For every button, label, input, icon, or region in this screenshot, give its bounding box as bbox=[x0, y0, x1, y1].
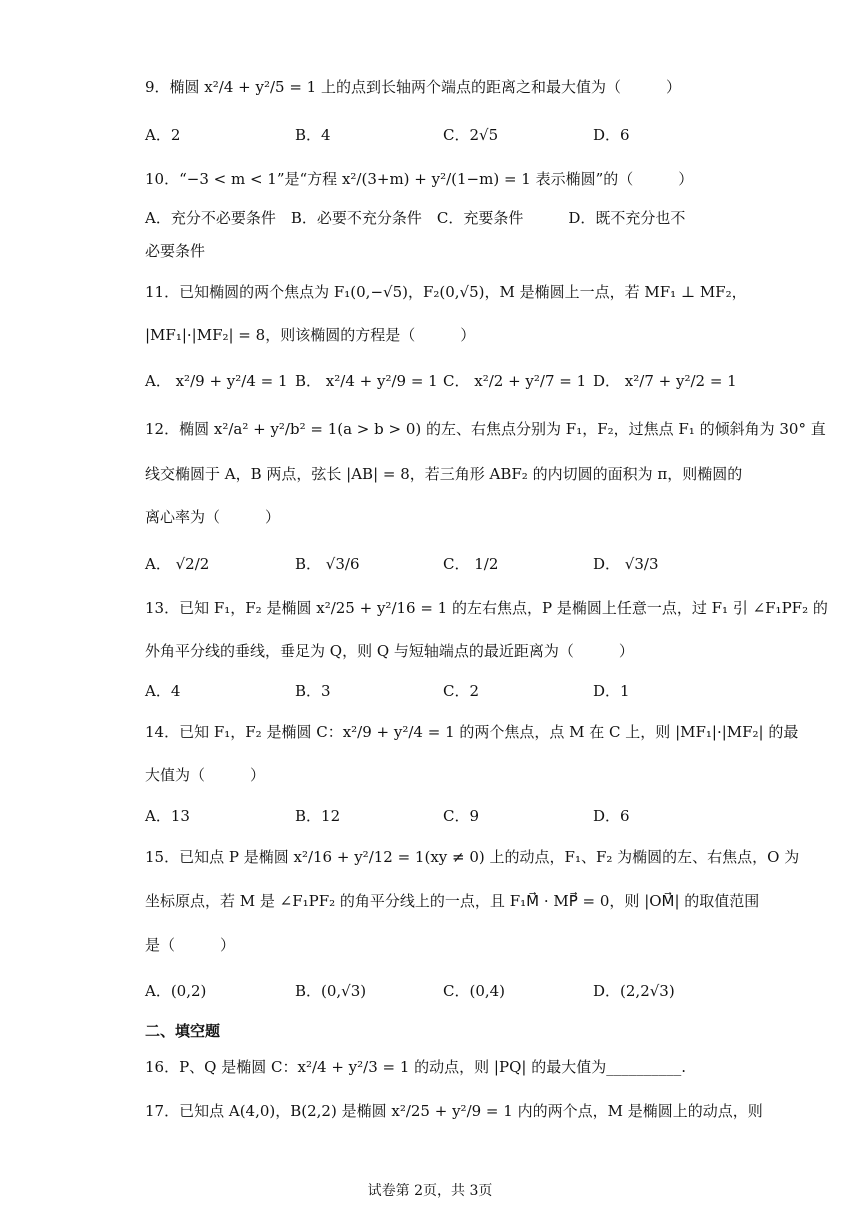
question-15-stem-3: 是（ ） bbox=[145, 936, 236, 954]
page-footer: 试卷第 2页，共 3页 bbox=[367, 1183, 493, 1199]
option-a: A．(0,2) bbox=[145, 982, 207, 1000]
question-12-stem-3: 离心率为（ ） bbox=[145, 508, 281, 526]
option-c: C．2√5 bbox=[443, 126, 499, 144]
option-c: C． x²/2 + y²/7 = 1 bbox=[443, 372, 587, 390]
option-d: D．(2,2√3) bbox=[593, 982, 675, 1000]
question-14-stem-1: 14．已知 F₁，F₂ 是椭圆 C：x²/9 + y²/4 = 1 的两个焦点，点 M 在 C 上，则 |MF₁|·|MF₂| 的最 bbox=[145, 723, 799, 741]
option-a: A． x²/9 + y²/4 = 1 bbox=[145, 372, 288, 390]
question-11-stem-1: 11．已知椭圆的两个焦点为 F₁(0,−√5)，F₂(0,√5)，M 是椭圆上一点，若 MF₁ ⊥ MF₂， bbox=[145, 283, 747, 301]
question-10-stem: 10．“−3 < m < 1”是“方程 x²/(3+m) + y²/(1−m) = 1 表示椭圆”的（ ） bbox=[145, 170, 694, 188]
section-title: 二、填空题 bbox=[145, 1022, 221, 1040]
option-a: A．13 bbox=[145, 807, 190, 825]
question-11-stem-2: |MF₁|·|MF₂| = 8，则该椭圆的方程是（ ） bbox=[145, 326, 476, 344]
option-a: A．4 bbox=[145, 682, 181, 700]
option-b: B．4 bbox=[295, 126, 331, 144]
option-d: D．6 bbox=[593, 807, 630, 825]
option-c: C．(0,4) bbox=[443, 982, 506, 1000]
question-13-stem-1: 13．已知 F₁，F₂ 是椭圆 x²/25 + y²/16 = 1 的左右焦点，P 是椭圆上任意一点，过 F₁ 引 ∠F₁PF₂ 的 bbox=[145, 599, 828, 617]
option-a: A． √2/2 bbox=[145, 555, 210, 573]
option-b: B．12 bbox=[295, 807, 341, 825]
question-9-stem: 9．椭圆 x²/4 + y²/5 = 1 上的点到长轴两个端点的距离之和最大值为（ ） bbox=[145, 78, 681, 96]
option-d: D．1 bbox=[593, 682, 630, 700]
option-b: B． √3/6 bbox=[295, 555, 360, 573]
option-b: B． x²/4 + y²/9 = 1 bbox=[295, 372, 438, 390]
question-10-options-line: A．充分不必要条件 B．必要不充分条件 C．充要条件 D．既不充分也不 bbox=[145, 209, 686, 227]
option-d: D． √3/3 bbox=[593, 555, 659, 573]
option-a: A．2 bbox=[145, 126, 181, 144]
question-13-stem-2: 外角平分线的垂线，垂足为 Q，则 Q 与短轴端点的最近距离为（ ） bbox=[145, 642, 634, 660]
question-15-stem-2: 坐标原点，若 M 是 ∠F₁PF₂ 的角平分线上的一点，且 F₁M⃗ · MP⃗ = 0，则 |OM⃗| 的取值范围 bbox=[145, 892, 760, 910]
question-14-options bbox=[145, 805, 765, 831]
option-c: C．9 bbox=[443, 807, 480, 825]
option-d: D．6 bbox=[593, 126, 630, 144]
option-c: C．2 bbox=[443, 682, 480, 700]
question-15-options bbox=[145, 980, 765, 1006]
question-17-stem: 17．已知点 A(4,0)，B(2,2) 是椭圆 x²/25 + y²/9 = 1 内的两个点，M 是椭圆上的动点，则 bbox=[145, 1102, 763, 1120]
question-15-stem-1: 15．已知点 P 是椭圆 x²/16 + y²/12 = 1(xy ≠ 0) 上的动点，F₁、F₂ 为椭圆的左、右焦点，O 为 bbox=[145, 848, 800, 866]
question-12-options bbox=[145, 553, 765, 579]
option-b: B．(0,√3) bbox=[295, 982, 367, 1000]
question-9-options bbox=[145, 124, 765, 150]
question-10-options-wrap: 必要条件 bbox=[145, 242, 206, 260]
option-c: C． 1/2 bbox=[443, 555, 499, 573]
question-11-options bbox=[145, 370, 765, 396]
question-12-stem-2: 线交椭圆于 A，B 两点，弦长 |AB| = 8，若三角形 ABF₂ 的内切圆的面积为 π，则椭圆的 bbox=[145, 465, 743, 483]
option-b: B．3 bbox=[295, 682, 331, 700]
question-16-stem: 16．P、Q 是椭圆 C：x²/4 + y²/3 = 1 的动点，则 |PQ| 的最大值为__________. bbox=[145, 1058, 686, 1076]
option-d: D． x²/7 + y²/2 = 1 bbox=[593, 372, 737, 390]
question-14-stem-2: 大值为（ ） bbox=[145, 766, 266, 784]
question-12-stem-1: 12．椭圆 x²/a² + y²/b² = 1(a > b > 0) 的左、右焦点分别为 F₁，F₂，过焦点 F₁ 的倾斜角为 30° 直 bbox=[145, 420, 826, 438]
question-13-options bbox=[145, 680, 765, 706]
